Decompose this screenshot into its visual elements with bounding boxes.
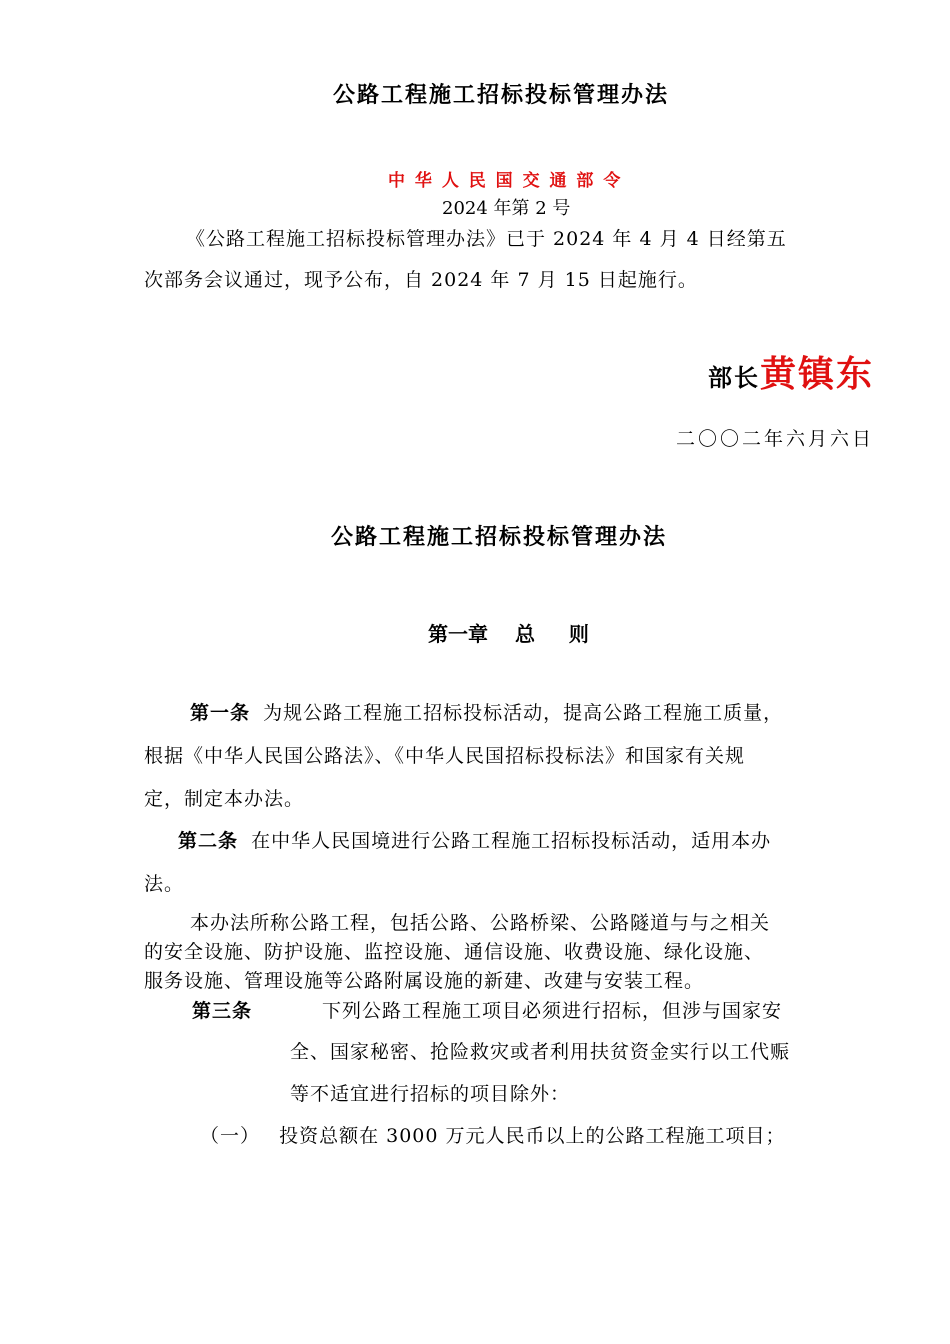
article-2-line2: 法。 [144, 873, 185, 895]
decree-body-line2: 次部务会议通过，现予公布，自 2024 年 7 月 15 日起施行。 [144, 269, 698, 291]
article-2-label: 第二条 [178, 830, 239, 852]
signatory-title: 部长 [707, 363, 760, 392]
article-3-line1: 下列公路工程施工项目必须进行招标，但涉与国家安 [322, 1000, 783, 1022]
paragraph-line2: 的安全设施、防护设施、监控设施、通信设施、收费设施、绿化设施、 [144, 941, 765, 963]
decree-date: 二〇〇二年六月六日 [675, 428, 874, 450]
decree-number: 2024 年第 2 号 [442, 198, 571, 219]
article-3-line2: 全、国家秘密、抢险救灾或者利用扶贫资金实行以工代赈 [290, 1041, 791, 1063]
article-2 [178, 826, 771, 853]
article-2-line1: 在中华人民国境进行公路工程施工招标投标活动，适用本办 [251, 830, 772, 852]
list-item-1 [200, 1121, 786, 1148]
signature-block [708, 346, 874, 397]
paragraph-line3: 服务设施、管理设施等公路附属设施的新建、改建与安装工程。 [144, 970, 705, 992]
article-1-line2: 根据《中华人民国公路法》、《中华人民国招标投标法》和国家有关规 [144, 745, 746, 767]
paragraph-line1: 本办法所称公路工程，包括公路、公路桥梁、公路隧道与与之相关 [190, 912, 771, 934]
article-1-line3: 定，制定本办法。 [144, 788, 305, 810]
list-item-1-text: 投资总额在 3000 万元人民币以上的公路工程施工项目； [279, 1125, 786, 1147]
article-1-label: 第一条 [190, 702, 251, 724]
article-1 [190, 698, 783, 725]
decree-body-line1: 《公路工程施工招标投标管理办法》已于 2024 年 4 月 4 日经第五 [186, 228, 787, 250]
article-3-line3: 等不适宜进行招标的项目除外： [290, 1083, 571, 1105]
decree-issuer: 中 华 人 民 国 交 通 部 令 [388, 171, 623, 191]
signatory-name: 黄镇东 [759, 353, 874, 395]
decree-title: 公路工程施工招标投标管理办法 [333, 82, 670, 108]
article-3-label: 第三条 [192, 1000, 253, 1022]
document-title: 公路工程施工招标投标管理办法 [331, 524, 668, 550]
chapter-heading: 第一章 总 则 [428, 622, 589, 646]
list-item-1-marker: （一） [200, 1125, 261, 1147]
article-1-line1: 为规公路工程施工招标投标活动，提高公路工程施工质量， [263, 702, 784, 724]
